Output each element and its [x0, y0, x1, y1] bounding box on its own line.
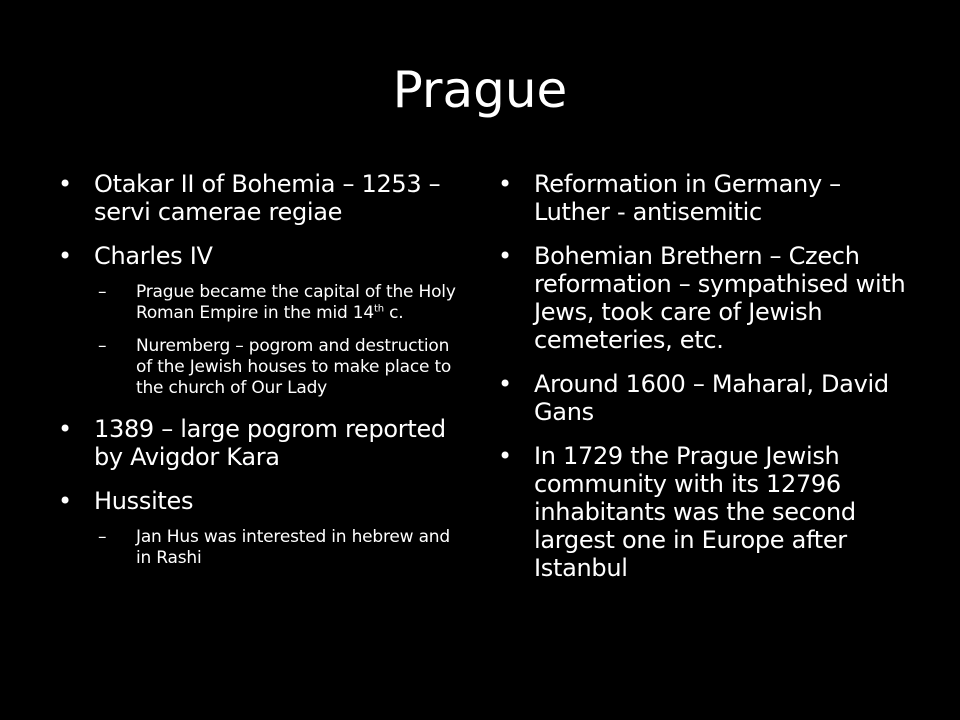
bullet-dot: • — [498, 370, 512, 398]
bullet-item — [498, 242, 908, 354]
bullet-item — [498, 442, 908, 582]
bullet-text: Bohemian Brethern – Czech reformation – sympathised with Jews, took care of Jewish cemeteries, etc. — [534, 242, 906, 354]
bullet-text: Around 1600 – Maharal, David Gans — [534, 370, 889, 426]
bullet-dot: • — [498, 242, 512, 270]
sub-bullet-text-pre: Prague became the capital of the Holy Roman Empire in the mid 14 — [136, 282, 456, 323]
sub-bullet-text: Jan Hus was interested in hebrew and in Rashi — [136, 527, 450, 568]
bullet-dot: • — [58, 487, 72, 515]
sub-bullet-dash: – — [98, 336, 107, 356]
sub-bullet-text: Nuremberg – pogrom and destruction of the Jewish houses to make place to the church of Our Lady — [136, 336, 452, 398]
ordinal-superscript: th — [374, 303, 384, 315]
bullet-item — [58, 415, 468, 471]
bullet-text: In 1729 the Prague Jewish community with its 12796 inhabitants was the second largest one in Europe after Istanbul — [534, 442, 856, 582]
bullet-item — [498, 170, 908, 226]
bullet-dot: • — [58, 170, 72, 198]
sub-bullet-dash: – — [98, 527, 107, 547]
sub-bullet-text-post: c. — [383, 303, 404, 323]
bullet-item — [498, 370, 908, 426]
bullet-item — [58, 242, 468, 270]
right-column — [498, 170, 908, 598]
bullet-text: Hussites — [94, 487, 194, 515]
left-column — [58, 170, 468, 585]
bullet-dot: • — [498, 170, 512, 198]
bullet-item — [58, 487, 468, 515]
bullet-dot: • — [498, 442, 512, 470]
bullet-text: Charles IV — [94, 242, 213, 270]
bullet-text: Otakar II of Bohemia – 1253 – servi camerae regiae — [94, 170, 441, 226]
bullet-text: Reformation in Germany – Luther - antisemitic — [534, 170, 841, 226]
sub-bullet-item — [58, 282, 468, 324]
sub-bullet-item — [58, 527, 468, 569]
bullet-dot: • — [58, 242, 72, 270]
sub-bullet-dash: – — [98, 282, 107, 302]
bullet-text: 1389 – large pogrom reported by Avigdor Kara — [94, 415, 446, 471]
bullet-dot: • — [58, 415, 72, 443]
sub-bullet-item — [58, 336, 468, 399]
slide-title: Prague — [392, 61, 568, 119]
bullet-item — [58, 170, 468, 226]
